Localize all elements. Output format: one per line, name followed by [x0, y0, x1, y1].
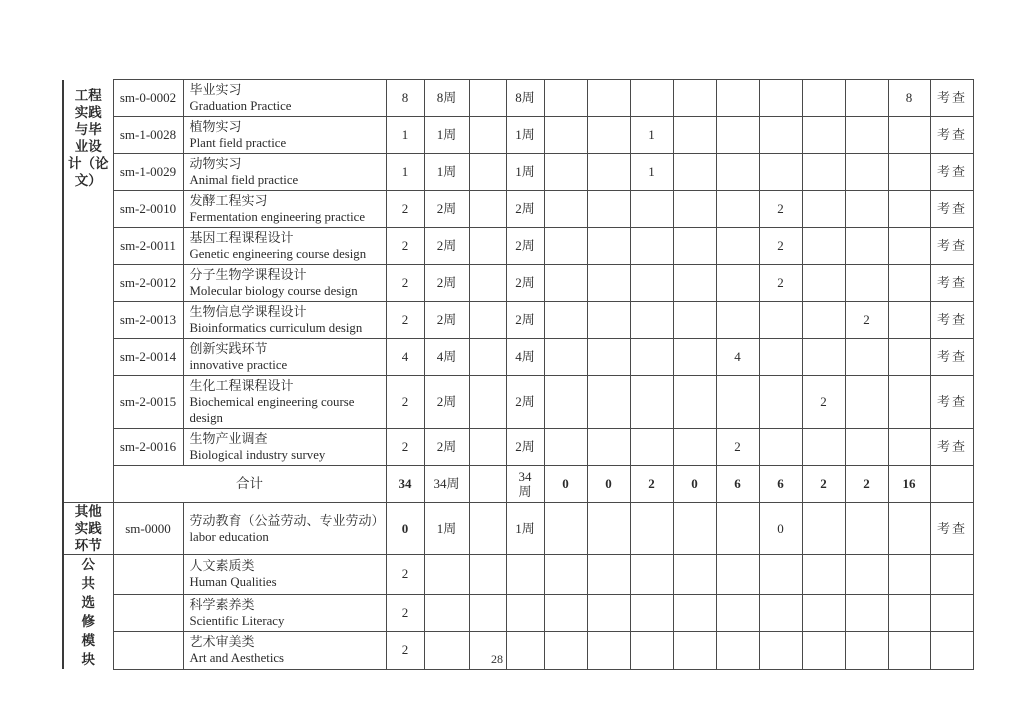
course-code-cell: sm-2-0016: [113, 429, 183, 466]
credit-cell: 2: [386, 429, 424, 466]
category-line: 实践: [74, 104, 102, 120]
semester-cell: [888, 265, 930, 302]
exam-cell: 考查: [930, 191, 973, 228]
course-name-cell: [183, 117, 386, 154]
semester-cell: [802, 191, 845, 228]
total-label-cell: 合计: [113, 466, 386, 503]
semester-cell: [673, 429, 716, 466]
category-line: 块: [81, 652, 95, 667]
semester-cell: 0: [544, 466, 587, 503]
semester-cell: [845, 228, 888, 265]
weeks2-cell: 8周: [506, 80, 544, 117]
semester-cell: [716, 302, 759, 339]
course-name-cell: [183, 429, 386, 466]
semester-cell: [587, 555, 630, 595]
weeks-cell: 2周: [424, 228, 469, 265]
semester-cell: [888, 191, 930, 228]
semester-cell: [845, 376, 888, 429]
semester-cell: [544, 429, 587, 466]
semester-cell: 2: [845, 302, 888, 339]
weeks2-cell: 1周: [506, 117, 544, 154]
semester-cell: [845, 594, 888, 631]
semester-cell: [544, 376, 587, 429]
course-name-cell: [183, 503, 386, 555]
semester-cell: [544, 80, 587, 117]
course-name-zh: 劳动教育（公益劳动、专业劳动）: [189, 512, 385, 528]
weeks-cell: 8周: [424, 80, 469, 117]
semester-cell: [673, 265, 716, 302]
semester-cell: [759, 117, 802, 154]
credit-cell: 34: [386, 466, 424, 503]
course-name-en: Art and Aesthetics: [189, 651, 285, 666]
course-row: [63, 191, 973, 228]
exam-cell: 考查: [930, 302, 973, 339]
semester-cell: 0: [587, 466, 630, 503]
course-code-cell: sm-2-0011: [113, 228, 183, 265]
semester-cell: [587, 503, 630, 555]
semester-cell: 2: [845, 466, 888, 503]
semester-cell: [544, 117, 587, 154]
spacer-cell: [469, 555, 506, 595]
course-name-zh: 生化工程课程设计: [189, 378, 294, 393]
category-cell: [63, 503, 113, 555]
semester-cell: [673, 228, 716, 265]
credit-cell: 2: [386, 632, 424, 670]
course-name-en: Graduation Practice: [189, 99, 292, 113]
category-line: 公: [81, 557, 95, 572]
course-row: [63, 555, 973, 595]
semester-cell: [802, 339, 845, 376]
semester-cell: [888, 429, 930, 466]
category-line: 计（论: [68, 155, 109, 171]
semester-cell: [888, 302, 930, 339]
semester-cell: [630, 302, 673, 339]
course-name-cell: [183, 376, 386, 429]
semester-cell: [587, 302, 630, 339]
semester-cell: [888, 339, 930, 376]
weeks-cell: 2周: [424, 265, 469, 302]
semester-cell: [630, 503, 673, 555]
spacer-cell: [469, 466, 506, 503]
exam-cell: 考查: [930, 80, 973, 117]
course-row: [63, 429, 973, 466]
exam-cell: 考查: [930, 228, 973, 265]
course-row: [63, 339, 973, 376]
weeks2-cell: 2周: [506, 376, 544, 429]
semester-cell: [802, 429, 845, 466]
course-code-cell: sm-2-0014: [113, 339, 183, 376]
spacer-cell: [469, 117, 506, 154]
semester-cell: 1: [630, 154, 673, 191]
semester-cell: [845, 503, 888, 555]
spacer-cell: [469, 154, 506, 191]
category-line: 修: [81, 614, 95, 629]
course-name-zh: 生物产业调查: [189, 431, 268, 446]
semester-cell: [888, 594, 930, 631]
spacer-cell: [469, 503, 506, 555]
category-line: 实践: [74, 521, 102, 536]
category-line: 与毕: [74, 121, 102, 137]
semester-cell: [544, 555, 587, 595]
weeks-cell: 2周: [424, 376, 469, 429]
semester-cell: 0: [759, 503, 802, 555]
credit-cell: 2: [386, 594, 424, 631]
semester-cell: [845, 555, 888, 595]
semester-cell: [845, 191, 888, 228]
category-line: 其他: [74, 504, 102, 519]
course-code-cell: sm-2-0015: [113, 376, 183, 429]
course-name-zh: 人文素质类: [189, 558, 255, 574]
spacer-cell: [469, 302, 506, 339]
semester-cell: [544, 503, 587, 555]
semester-cell: 2: [802, 376, 845, 429]
semester-cell: [673, 555, 716, 595]
spacer-cell: [469, 339, 506, 376]
curriculum-table: [62, 79, 974, 670]
course-code-cell: sm-1-0028: [113, 117, 183, 154]
course-name-en: Animal field practice: [189, 173, 299, 187]
semester-cell: [759, 80, 802, 117]
semester-cell: 6: [716, 466, 759, 503]
exam-cell: 考查: [930, 117, 973, 154]
semester-cell: [802, 228, 845, 265]
course-name-cell: [183, 154, 386, 191]
semester-cell: [544, 339, 587, 376]
course-row: [63, 117, 973, 154]
semester-cell: [802, 555, 845, 595]
semester-cell: [673, 80, 716, 117]
semester-cell: [587, 228, 630, 265]
exam-cell: 考查: [930, 265, 973, 302]
exam-cell: [930, 594, 973, 631]
semester-cell: [630, 339, 673, 376]
semester-cell: [716, 191, 759, 228]
semester-cell: [802, 594, 845, 631]
semester-cell: [759, 302, 802, 339]
category-line: 文）: [74, 172, 102, 188]
semester-cell: [673, 594, 716, 631]
weeks2-cell: 2周: [506, 302, 544, 339]
course-name-zh: 动物实习: [189, 156, 242, 171]
course-name-en: Biological industry survey: [189, 448, 326, 462]
course-name-en: Human Qualities: [189, 575, 277, 590]
total-row: [63, 466, 973, 503]
weeks2-cell: 2周: [506, 228, 544, 265]
semester-cell: [716, 503, 759, 555]
credit-cell: 0: [386, 503, 424, 555]
weeks2-cell: 4周: [506, 339, 544, 376]
semester-cell: [587, 594, 630, 631]
semester-cell: [759, 429, 802, 466]
semester-cell: [544, 154, 587, 191]
course-row: [63, 154, 973, 191]
weeks2-cell: 2周: [506, 191, 544, 228]
course-name-zh: 分子生物学课程设计: [189, 267, 307, 282]
semester-cell: [716, 154, 759, 191]
course-code-cell: sm-0-0002: [113, 80, 183, 117]
semester-cell: [759, 376, 802, 429]
semester-cell: 2: [759, 191, 802, 228]
course-row: [63, 594, 973, 631]
semester-cell: [716, 555, 759, 595]
credit-cell: 2: [386, 191, 424, 228]
weeks-cell: 1周: [424, 117, 469, 154]
course-row: [63, 302, 973, 339]
semester-cell: [630, 376, 673, 429]
credit-cell: 2: [386, 302, 424, 339]
spacer-cell: [469, 265, 506, 302]
semester-cell: [673, 503, 716, 555]
semester-cell: [587, 191, 630, 228]
course-name-zh: 生物信息学课程设计: [189, 304, 307, 319]
course-code-cell: [113, 594, 183, 631]
course-name-zh: 基因工程课程设计: [189, 230, 294, 245]
category-line: 选: [81, 595, 95, 610]
semester-cell: [587, 265, 630, 302]
semester-cell: [630, 191, 673, 228]
semester-cell: [802, 117, 845, 154]
course-name-zh: 艺术审美类: [189, 634, 255, 650]
credit-cell: 1: [386, 117, 424, 154]
course-name-en: Plant field practice: [189, 136, 287, 150]
semester-cell: [673, 191, 716, 228]
semester-cell: 6: [759, 466, 802, 503]
semester-cell: [802, 302, 845, 339]
course-code-cell: sm-2-0013: [113, 302, 183, 339]
course-name-zh: 植物实习: [189, 119, 242, 134]
semester-cell: 2: [759, 228, 802, 265]
page-number: 28: [491, 652, 503, 666]
semester-cell: [587, 80, 630, 117]
course-row: [63, 228, 973, 265]
semester-cell: [802, 154, 845, 191]
category-line: 业设: [74, 138, 102, 154]
weeks-cell: 2周: [424, 429, 469, 466]
credit-cell: 1: [386, 154, 424, 191]
semester-cell: [587, 376, 630, 429]
semester-cell: [716, 117, 759, 154]
exam-cell: [930, 466, 973, 503]
semester-cell: [716, 376, 759, 429]
semester-cell: [630, 265, 673, 302]
course-code-cell: sm-1-0029: [113, 154, 183, 191]
semester-cell: [630, 228, 673, 265]
semester-cell: 4: [716, 339, 759, 376]
course-name-en: Bioinformatics curriculum design: [189, 321, 363, 335]
semester-cell: [888, 503, 930, 555]
weeks-cell: 4周: [424, 339, 469, 376]
semester-cell: [845, 117, 888, 154]
weeks-cell: [424, 555, 469, 595]
category-line: 工程: [74, 87, 102, 103]
semester-cell: [587, 429, 630, 466]
semester-cell: [587, 339, 630, 376]
exam-cell: 考查: [930, 429, 973, 466]
exam-cell: 考查: [930, 154, 973, 191]
semester-cell: [673, 339, 716, 376]
category-line: 模: [81, 633, 95, 648]
semester-cell: [888, 228, 930, 265]
weeks-cell: [424, 594, 469, 631]
semester-cell: [888, 555, 930, 595]
course-name-en: Biochemical engineering course design: [189, 395, 355, 425]
course-row: [63, 376, 973, 429]
course-name-en: innovative practice: [189, 358, 288, 372]
semester-cell: [544, 265, 587, 302]
semester-cell: [544, 191, 587, 228]
semester-cell: [673, 117, 716, 154]
weeks2-cell: 1周: [506, 503, 544, 555]
semester-cell: [716, 594, 759, 631]
course-code-cell: sm-2-0010: [113, 191, 183, 228]
spacer-cell: [469, 376, 506, 429]
category-cell: [63, 80, 113, 503]
semester-cell: [759, 339, 802, 376]
category-line: 共: [81, 576, 95, 591]
semester-cell: [716, 228, 759, 265]
semester-cell: 8: [888, 80, 930, 117]
credit-cell: 8: [386, 80, 424, 117]
semester-cell: [845, 80, 888, 117]
semester-cell: [630, 594, 673, 631]
course-name-cell: [183, 302, 386, 339]
semester-cell: 0: [673, 466, 716, 503]
semester-cell: [759, 154, 802, 191]
semester-cell: [673, 154, 716, 191]
course-name-en: Genetic engineering course design: [189, 247, 367, 261]
spacer-cell: [469, 228, 506, 265]
weeks2-cell: [506, 594, 544, 631]
course-row: [63, 265, 973, 302]
spacer-cell: [469, 191, 506, 228]
credit-cell: 2: [386, 265, 424, 302]
weeks-cell: 2周: [424, 302, 469, 339]
semester-cell: [888, 117, 930, 154]
course-name-en: Scientific Literacy: [189, 613, 285, 628]
spacer-cell: [469, 594, 506, 631]
semester-cell: 1: [630, 117, 673, 154]
semester-cell: 2: [630, 466, 673, 503]
course-name-en: Fermentation engineering practice: [189, 210, 366, 224]
semester-cell: [630, 555, 673, 595]
course-code-cell: sm-2-0012: [113, 265, 183, 302]
semester-cell: [716, 80, 759, 117]
weeks2-cell: 34周: [506, 466, 544, 503]
course-name-zh: 发酵工程实习: [189, 193, 268, 208]
semester-cell: [673, 302, 716, 339]
weeks2-cell: [506, 555, 544, 595]
semester-cell: [802, 503, 845, 555]
course-name-cell: [183, 265, 386, 302]
exam-cell: 考查: [930, 376, 973, 429]
semester-cell: [888, 376, 930, 429]
semester-cell: [759, 555, 802, 595]
course-name-cell: [183, 339, 386, 376]
spacer-cell: [469, 429, 506, 466]
spacer-cell: [469, 80, 506, 117]
course-name-cell: [183, 555, 386, 595]
semester-cell: [845, 339, 888, 376]
semester-cell: [802, 80, 845, 117]
semester-cell: [544, 302, 587, 339]
course-name-zh: 毕业实习: [189, 82, 242, 97]
category-line: 环节: [74, 538, 102, 553]
course-name-zh: 科学素养类: [189, 596, 255, 612]
course-row: [63, 80, 973, 117]
semester-cell: [544, 594, 587, 631]
course-code-cell: [113, 555, 183, 595]
semester-cell: [759, 594, 802, 631]
course-name-cell: [183, 594, 386, 631]
semester-cell: [673, 376, 716, 429]
semester-cell: [630, 429, 673, 466]
weeks-cell: 2周: [424, 191, 469, 228]
weeks2-cell: 2周: [506, 429, 544, 466]
credit-cell: 2: [386, 555, 424, 595]
curriculum-table-body: [63, 80, 973, 670]
semester-cell: [587, 117, 630, 154]
semester-cell: [544, 228, 587, 265]
semester-cell: [845, 429, 888, 466]
exam-cell: 考查: [930, 503, 973, 555]
semester-cell: [845, 154, 888, 191]
credit-cell: 2: [386, 228, 424, 265]
semester-cell: [802, 265, 845, 302]
course-code-cell: sm-0000: [113, 503, 183, 555]
course-name-cell: [183, 228, 386, 265]
semester-cell: [845, 265, 888, 302]
semester-cell: 2: [759, 265, 802, 302]
semester-cell: [630, 80, 673, 117]
credit-cell: 4: [386, 339, 424, 376]
course-name-cell: [183, 191, 386, 228]
course-row: [63, 503, 973, 555]
course-name-en: Molecular biology course design: [189, 284, 358, 298]
weeks2-cell: 1周: [506, 154, 544, 191]
course-name-zh: 创新实践环节: [189, 341, 268, 356]
weeks-cell: 1周: [424, 154, 469, 191]
weeks-cell: 1周: [424, 503, 469, 555]
exam-cell: [930, 555, 973, 595]
semester-cell: [716, 265, 759, 302]
semester-cell: [888, 154, 930, 191]
semester-cell: 16: [888, 466, 930, 503]
semester-cell: [587, 154, 630, 191]
credit-cell: 2: [386, 376, 424, 429]
course-name-en: labor education: [189, 529, 269, 544]
semester-cell: 2: [802, 466, 845, 503]
course-name-cell: [183, 80, 386, 117]
weeks2-cell: 2周: [506, 265, 544, 302]
exam-cell: 考查: [930, 339, 973, 376]
weeks-cell: 34周: [424, 466, 469, 503]
semester-cell: 2: [716, 429, 759, 466]
